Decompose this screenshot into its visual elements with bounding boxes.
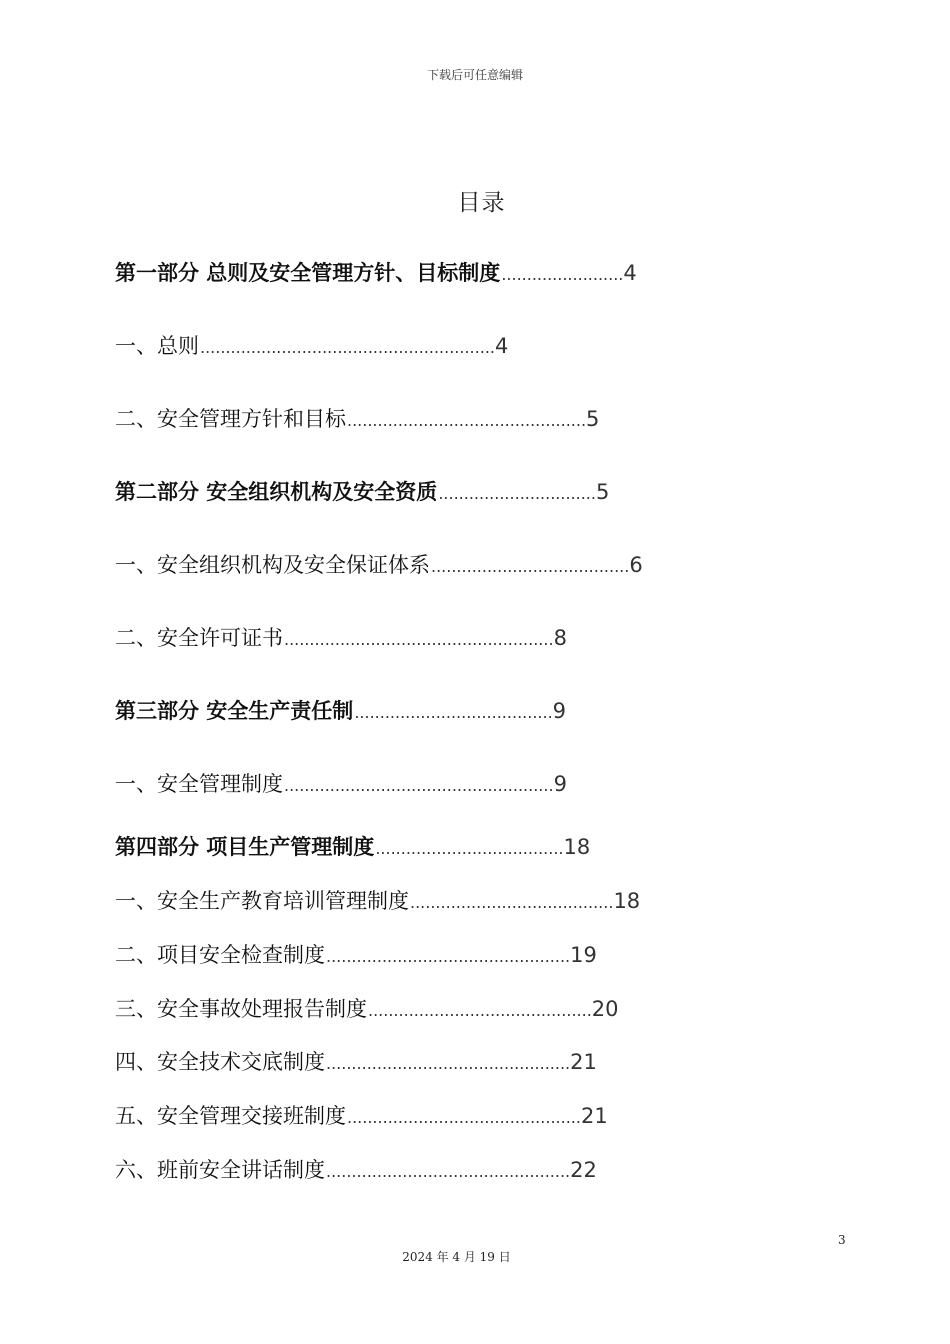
toc-leader-dots: ................................................ [326, 1162, 571, 1181]
toc-page-number: 21 [570, 1050, 597, 1074]
toc-entry-label: 二、安全管理方针和目标 [115, 407, 346, 431]
toc-entry-4-6[interactable] [115, 1155, 597, 1185]
toc-entry-label: 一、总则 [115, 334, 199, 358]
toc-leader-dots: .............................................. [347, 1108, 581, 1127]
toc-entry-1-2[interactable] [115, 404, 599, 434]
toc-page-number: 9 [553, 772, 567, 796]
toc-page-number: 4 [494, 334, 509, 358]
toc-page-number: 19 [570, 943, 597, 967]
toc-entry-label: 四、安全技术交底制度 [115, 1050, 325, 1074]
page-title: 目录 [457, 190, 506, 216]
toc-entry-label: 一、安全生产教育培训管理制度 [115, 889, 409, 913]
page-number: 3 [838, 1233, 846, 1247]
toc-entry-4-4[interactable] [115, 1047, 597, 1077]
toc-entry-4-2[interactable] [115, 940, 597, 970]
toc-entry-4-5[interactable] [115, 1101, 608, 1131]
page-footer-date: 2024 年 4 月 19 日 [402, 1250, 511, 1264]
toc-page-number: 9 [552, 699, 567, 723]
toc-entry-label: 二、项目安全检查制度 [115, 943, 325, 967]
toc-page-number: 5 [595, 480, 610, 504]
toc-leader-dots: ............................................... [347, 411, 587, 430]
toc-entry-2-2[interactable] [115, 623, 567, 653]
toc-entry-label: 六、班前安全讲话制度 [115, 1158, 325, 1182]
toc-leader-dots: ....................................... [431, 557, 630, 576]
toc-entry-3-1[interactable] [115, 769, 567, 799]
toc-entry-part-3[interactable] [115, 696, 566, 726]
toc-entry-2-1[interactable] [115, 550, 643, 580]
toc-entry-label: 五、安全管理交接班制度 [115, 1104, 346, 1128]
toc-entry-label: 二、安全许可证书 [115, 626, 283, 650]
toc-leader-dots: ................................................ [326, 947, 571, 966]
toc-leader-dots: ..................................................... [284, 776, 554, 795]
toc-leader-dots: ..................................... [375, 839, 564, 858]
toc-leader-dots: ........................ [501, 265, 624, 284]
toc-entry-label: 第四部分 项目生产管理制度 [115, 835, 375, 859]
toc-entry-label: 一、安全管理制度 [115, 772, 283, 796]
toc-leader-dots: ....................................... [354, 703, 553, 722]
toc-page-number: 20 [591, 997, 619, 1021]
toc-entry-part-1[interactable] [115, 258, 637, 288]
toc-entry-part-2[interactable] [115, 477, 609, 507]
toc-entry-label: 第一部分 总则及安全管理方针、目标制度 [115, 261, 501, 285]
toc-leader-dots: ........................................ [410, 893, 614, 912]
toc-entry-1-1[interactable] [115, 331, 508, 361]
toc-page-number: 4 [623, 261, 637, 285]
toc-entry-4-1[interactable] [115, 886, 640, 916]
toc-entry-label: 第二部分 安全组织机构及安全资质 [115, 480, 438, 504]
toc-leader-dots: ..................................................... [284, 630, 554, 649]
toc-entry-part-4[interactable] [115, 832, 590, 862]
toc-leader-dots: ............................... [438, 484, 596, 503]
toc-page-number: 21 [580, 1104, 608, 1128]
toc-page-number: 8 [553, 626, 567, 650]
toc-leader-dots: ............................................ [368, 1001, 592, 1020]
toc-leader-dots: .......................................................... [200, 338, 495, 357]
toc-page-number: 22 [570, 1158, 597, 1182]
toc-page-number: 18 [563, 835, 591, 859]
toc-page-number: 5 [586, 407, 600, 431]
toc-leader-dots: ................................................ [326, 1054, 571, 1073]
page-header: 下载后可任意编辑 [426, 68, 523, 82]
toc-entry-label: 三、安全事故处理报告制度 [115, 997, 367, 1021]
toc-entry-4-3[interactable] [115, 994, 619, 1024]
toc-page-number: 6 [629, 553, 643, 577]
toc-entry-label: 一、安全组织机构及安全保证体系 [115, 553, 430, 577]
toc-page-number: 18 [613, 889, 641, 913]
toc-entry-label: 第三部分 安全生产责任制 [115, 699, 354, 723]
